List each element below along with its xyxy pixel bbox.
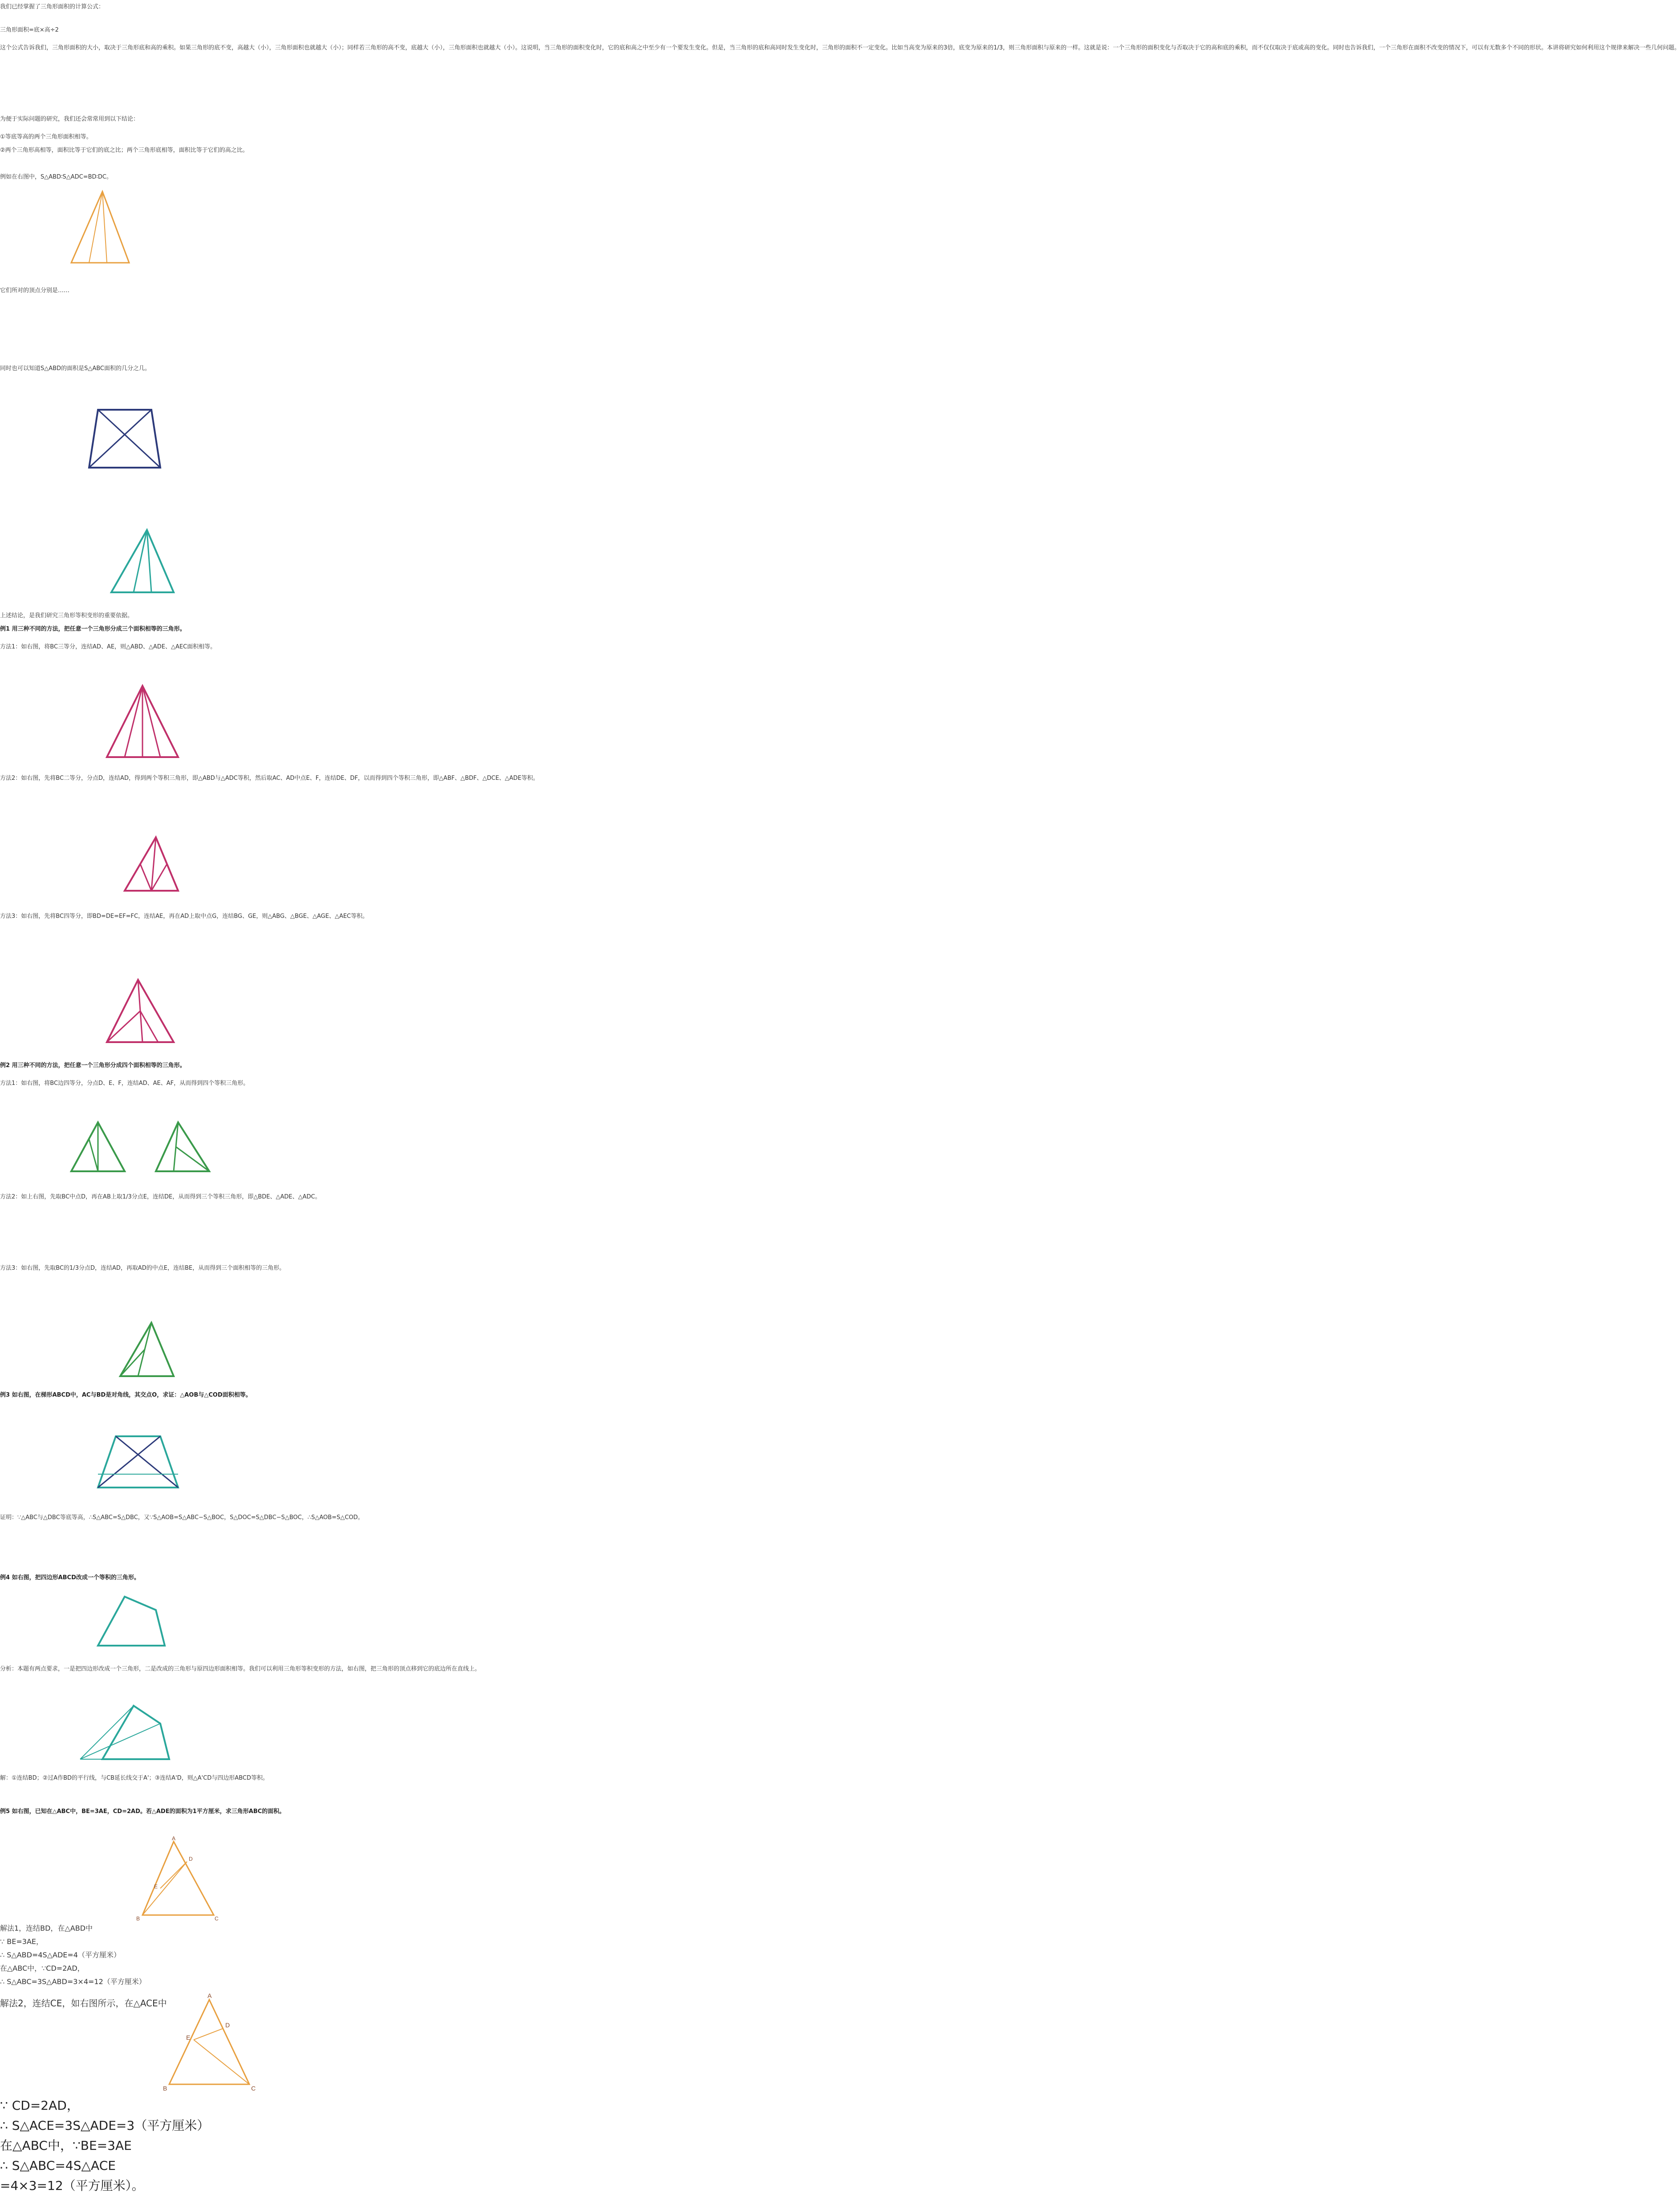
statement-2: 同时也可以知道S△ABD的面积是S△ABC面积的几分之几。 [0,365,151,372]
solution-1-line-d: 在△ABC中，∵CD=2AD， [0,1964,85,1973]
formula-line: 三角形面积=底×高÷2 [0,27,59,33]
figure-green-right [151,1118,218,1180]
example-1-method-2: 方法2：如右图，先将BC二等分，分点D，连结AD，得到两个等积三角形，即△ABD与△ADC等积，然后取AC、AD中点E、F，连结DE、DF，以而得到四个等积三角形，即△ABF、△BDF、△DCE、△ADE等积。 [0,775,539,782]
solution-1-line-b: ∵ BE=3AE， [0,1937,43,1946]
solution-2-line-e: ∴ S△ABC=4S△ACE [0,2158,116,2173]
figure-teal-trapezoid [89,1430,187,1496]
solution-2-line-a: 解法2，连结CE，如右图所示，在△ACE中 [0,1998,167,2009]
solution-2-line-b: ∵ CD=2AD， [0,2098,79,2113]
figure-green-left [67,1118,134,1180]
example-4-analysis: 分析：本题有两点要求，一是把四边形改成一个三角形，二是改成的三角形与原四边形面积相等。我们可以利用三角形等积变形的方法，如右图，把三角形的顶点移到它的底边所在直线上。 [0,1666,481,1672]
label-c-2: C [251,2085,256,2092]
figure-green-center [111,1318,183,1385]
solution-1-line-c: ∴ S△ABD=4S△ADE=4（平方厘米） [0,1951,121,1959]
figure-teal-quad-solution [76,1701,191,1773]
solution-1-line-a: 解法1，连结BD，在△ABD中 [0,1924,93,1932]
example-3-proof: 证明：∵△ABC与△DBC等底等高，∴S△ABC=S△DBC，又∵S△AOB=S△ABC−S△BOC，S△DOC=S△DBC−S△BOC，∴S△AOB=S△COD。 [0,1514,364,1521]
figure-orange-solution-2 [160,1991,267,2093]
solution-2-line-d: 在△ABC中，∵BE=3AE [0,2138,132,2153]
statement-1: 它们所对的顶点分别是…… [0,287,70,294]
label-a: A [172,1835,176,1842]
label-d: D [189,1856,193,1862]
figure-teal-quad [89,1592,178,1655]
example-1-title: 例1 用三种不同的方法，把任意一个三角形分成三个面积相等的三角形。 [0,626,186,632]
example-text: 例如在右图中，S△ABD∶S△ADC=BD∶DC。 [0,174,112,180]
figure-magenta-inner [98,975,183,1051]
label-e: E [154,1883,158,1890]
figure-magenta-midpoints [116,833,187,900]
figure-orange-triangle [53,187,142,272]
conclusion-1: ①等底等高的两个三角形面积相等。 [0,134,92,140]
label-b-2: B [163,2085,167,2092]
solution-1-line-e: ∴ S△ABC=3S△ABD=3×4=12（平方厘米） [0,1977,146,1986]
figure-navy-trapezoid [80,401,169,477]
example-2-title: 例2 用三种不同的方法，把任意一个三角形分成四个面积相等的三角形。 [0,1062,186,1069]
figure-orange-example-5 [134,1835,223,1924]
solution-2-line-f: =4×3=12（平方厘米）。 [0,2178,144,2193]
label-c: C [215,1916,219,1922]
label-d-2: D [225,2022,230,2029]
example-2-method-1: 方法1：如右图，将BC边四等分，分点D、E、F，连结AD、AE、AF，从而得到四个等积三角形。 [0,1080,249,1087]
example-3-title: 例3 如右图，在梯形ABCD中，AC与BD是对角线，其交点O，求证：△AOB与△COD面积相等。 [0,1392,252,1398]
paragraph-1: 这个公式告诉我们，三角形面积的大小，取决于三角形底和高的乘积。如果三角形的底不变，高越大（小），三角形面积也就越大（小）；同样若三角形的高不变，底越大（小），三角形面积也就越大（小）。这说明，当三角形的面积变化时，它的底和高之中至少有一个要发生变化。但是，当三角形的底和高同时发生变化时，三角形的面积不一定变化。比如当高变为原来的3倍，底变为原来的1/3，则三角形面积与原来的一样。这就是说：一个三角形的面积变化与否取决于它的高和底的乘积，而不仅仅取决于底或高的变化。同时也告诉我们，一个三角形在面积不改变的情况下，可以有无数多个不同的形状。本讲将研究如何利用这个规律来解决一些几何问题。 [0,45,1680,51]
figure-teal-triangle [98,526,183,601]
example-5-title: 例5 如右图，已知在△ABC中，BE=3AE，CD=2AD。若△ADE的面积为1平方厘米，求三角形ABC的面积。 [0,1808,285,1815]
example-1-method-3: 方法3：如右图，先将BC四等分，即BD=DE=EF=FC，连结AE，再在AD上取中点G，连结BG、GE，则△ABG、△BGE、△AGE、△AEC等积。 [0,913,369,920]
intro-line-1: 我们已经掌握了三角形面积的计算公式： [0,4,105,10]
paragraph-2: 为便于实际问题的研究，我们还会常常用到以下结论： [0,116,139,122]
label-e-2: E [186,2034,191,2041]
example-4-solution: 解：①连结BD；②过A作BD的平行线，与CB延长线交于A'；③连结A'D，则△A'CD与四边形ABCD等积。 [0,1775,268,1781]
solution-2-line-c: ∴ S△ACE=3S△ADE=3（平方厘米） [0,2118,210,2133]
figure-magenta-fan [102,681,183,762]
label-b: B [136,1916,140,1922]
example-1-method-1: 方法1：如右图，将BC三等分，连结AD、AE，则△ABD、△ADE、△AEC面积相等。 [0,644,216,650]
example-4-title: 例4 如右图，把四边形ABCD改成一个等积的三角形。 [0,1574,140,1581]
conclusion-2: ②两个三角形高相等，面积比等于它们的底之比；两个三角形底相等，面积比等于它们的高之比。 [0,147,248,154]
key-conclusion: 上述结论，是我们研究三角形等积变形的重要依据。 [0,612,134,619]
example-2-method-2: 方法2：如上右图，先取BC中点D，再在AB上取1/3分点E，连结DE，从而得到三个等积三角形，即△BDE、△ADE、△ADC。 [0,1194,321,1200]
label-a-2: A [207,1992,212,1999]
example-2-method-3: 方法3：如右图，先取BC的1/3分点D，连结AD，再取AD的中点E，连结BE，从而得到三个面积相等的三角形。 [0,1265,285,1272]
